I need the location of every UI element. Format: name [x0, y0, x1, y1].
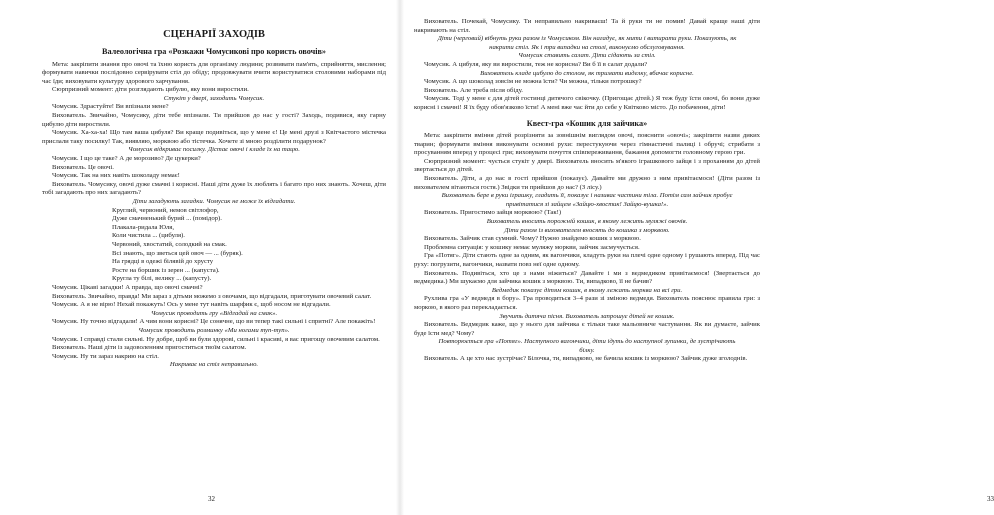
section-title: СЦЕНАРІЇ ЗАХОДІВ: [163, 29, 265, 40]
left-page: [0, 0, 400, 515]
poem-line: Кругла ту білі, велику ... (капусту).: [112, 275, 212, 283]
paragraph: Мета: закріпити вміння дітей розрізняти за зовнішнім виглядом овочі, пояснити «овочі»; закріпити назви диких тварин; формувати вміння виконувати основні рухи: перестукуючи через гімнастичні палиці і обручі; стрибати з просуванням вперед у процесі гри; виховувати почуття співпереживання, бажання допомогти головному герою гри.: [414, 132, 760, 157]
stage-direction: Ведмедик показує дітям кошик, в якому лежать морква на всі гри.: [491, 286, 683, 294]
paragraph: Чомусик. А що шоколад зовсім не можна їсти? Чи можна, тільки потрошку?: [424, 78, 642, 86]
poem-line: Круглий, червоний, немов світлофор,: [112, 206, 219, 214]
paragraph: Вихователь. Звичайно, правда! Ми зараз з дітьми можемо з овочами, що відгадали, приготувати овочевий салат.: [52, 292, 372, 300]
paragraph: Чомусик. А я не вірю! Нехай покажуть! Ось у мене тут навіть шарфик є, щоб носом не відгадали.: [52, 301, 331, 309]
stage-direction: Звучить дитяча пісня. Вихователь запрошує дітей не кошик.: [499, 312, 675, 320]
paragraph: Сюрпризний момент: діти розглядають цибулю, яку вони виростили.: [52, 86, 249, 94]
poem-line: Коли чистила ... (цибуля).: [112, 232, 185, 240]
paragraph: Мета: закріпити знання про овочі та їхню користь для організму людини; розвивати пам'ять, сприйняття, мислення; формувати навички послідовно сервірувати стіл до обіду; продовжувати вчити користуватися столовими наборами під час їди; виховувати культуру здорового харчування.: [42, 60, 386, 85]
stage-direction: Вихователь вносить порожній кошик, в якому лежить муляжі овочів.: [486, 217, 688, 225]
paragraph: Чомусик. Цікаві загадки! А правда, що овочі смачні?: [52, 283, 203, 291]
paragraph: Вихователь. Це овочі.: [52, 163, 114, 171]
stage-direction: Чомусик ставить салат. Діти сідають за стіл.: [518, 52, 656, 60]
poem-line: Плакала-ридала Юля,: [112, 223, 175, 231]
paragraph: Вихователь. А це хто нас зустрічає? Білочка, ти, випадково, не бачила кошик із морквою? Зайчик дуже зголоднів.: [424, 355, 748, 363]
right-page: [400, 0, 994, 515]
paragraph: Чомусик. І що це таке? А де морозиво? Де цукерки?: [52, 155, 201, 163]
stage-direction: Накриває на стіл неправильно.: [169, 361, 259, 369]
paragraph: Сюрпризний момент: чується стукіт у двері. Вихователь вносить м'якого іграшкового зайця і з проханням до дітей звертається до дітей.: [414, 157, 760, 174]
paragraph: Чомусик. Здрастуйте! Ви впізнали мене?: [52, 103, 169, 111]
poem-line: Росте на боршик із зерен ... (капуста).: [112, 266, 220, 274]
paragraph: Чомусик. І справді стали сильні. Ну добре, щоб ви були здорові, сильні і красиві, я вас пригощу овочевим салатом.: [52, 335, 380, 343]
right-text-b: [414, 132, 760, 364]
paragraph: Вихователь. Зайчик став сумний. Чому? Нужно знайдемо кошик з морквою.: [424, 235, 641, 243]
paragraph: Чомусик. А цибуля, яку ви виростили, теж не корисна? Ви б її в салат додали?: [424, 60, 648, 68]
right-text-a: [414, 18, 760, 113]
stage-direction: Чомусик проводить гру «Відгадай на смак».: [150, 309, 278, 317]
left-text: [42, 61, 386, 370]
poem-line: На грядці в одежі білявій до хрусту: [112, 258, 214, 266]
paragraph: Вихователь. Ведмедик каже, що у нього для зайчика є тільки таке мальовниче частування. Як ви думаєте, зайчик буде їсти мед? Чому?: [414, 321, 760, 337]
stage-direction: Повторюється гра «Потяг». Наступного вагончики, діти ідуть до наступної зупинки, де зустрічають білку.: [438, 338, 736, 354]
poem-line: Червоний, хвостатий, солодкий на смак.: [112, 240, 227, 248]
page-number-right: 33: [987, 495, 994, 503]
stage-direction: Вихователь кладе цибулю до столом, як тримати виделку, вбачає корисне.: [480, 69, 694, 77]
stage-direction: Чомусик проводить розминку «Ми ногами туп-туп».: [138, 326, 290, 334]
page-number-left: 32: [208, 495, 215, 503]
paragraph: Вихователь. Але треба після обіду.: [424, 86, 523, 94]
paragraph: Вихователь. Наші діти із задоволенням пригоститься твоїм салатом.: [52, 344, 247, 352]
stage-direction: Діти разом із вихователем вносять до кошика з морквою.: [504, 226, 670, 234]
paragraph: Чомусик. Ха-ха-ха! Що там ваша цибуля? Ви краще подивіться, що у мене є! Це мені друзі з Квітчастого містечка прислали таку посилку! Так, виявляю, морквою або тістечка. Хочете зі мною розділити подарунок?: [42, 129, 386, 145]
poem-line: Всі знають, що зветься цей овоч — ... (буряк).: [112, 249, 243, 257]
stage-direction: Стукіт у двері, заходить Чомусик.: [163, 94, 265, 102]
paragraph: Чомусик. Так на них навіть шоколаду немає!: [52, 172, 180, 180]
paragraph: Вихователь. Діти, а до нас в гості прийшов (показує). Давайте ми дружно з ним привітаємося! (Діти разом із вихователем вітаються гостя.) Звідки ти прийшов до нас? (З лісу.): [414, 175, 760, 191]
paragraph: Чомусик. Ну ти зараз накрию на стіл.: [52, 352, 159, 360]
game-title: Валеологічна гра «Розкажи Чомусикові про користь овочів»: [102, 47, 326, 56]
paragraph: Гра «Потяг». Діти стають одне за одним, як вагончики, кладуть руки на плечі одне одному і рушають вперед. Під час руху: погрузити, вагончики, назвати повз неї одне одному.: [414, 252, 760, 268]
paragraph: Чомусик. Ну точно відгадали! А чим вони корисні? Це сонячне, що ви тепер такі сильні і спритні? Але покажіть!: [52, 318, 376, 326]
paragraph: Вихователь. Подивіться, хто це з нами ніжиться? Давайте і ми з ведмедиком привітаємося! (Звертається до ведмедика.) Ми шукаємо для зайчика кошик з морквою. Ти, випадково, її не бачив?: [414, 269, 760, 286]
paragraph: Проблемна ситуація: у кошику немає муляжу моркви, зайчик засмучується.: [424, 243, 640, 251]
stage-direction: Діти (черговий) вібнуть руки разом із Чомусиком. Він нагадує, як мити і витирати руки. Показують, як накрити стіл. Як і три випадки на столі, виконуємо обслуговування.: [437, 35, 737, 51]
quest-title: Квест-гра «Кошик для зайчика»: [526, 118, 648, 128]
paragraph: Вихователь. Пригостимо зайця морквою? (Так!): [424, 209, 562, 217]
paragraph: Вихователь. Чомусику, овочі дуже смачні і корисні. Наші діти дуже їх люблять і багато про них знають. Хочеш, діти тобі загадають про них загадають?: [42, 180, 386, 197]
paragraph: Рухлива гра «У ведмедя в бору». Гра проводиться 3–4 рази зі зміною ведмедя. Вихователь пояснює правила гри: з моркою, в якого раз перекладається.: [414, 295, 760, 311]
poem-line: Дуже смачненький бурий ... (помідор).: [112, 215, 222, 223]
stage-direction: Вихователь бере в руки іграшку, гладить її, показує і називає частини тіла. Потім сам зайчик пробує привітатися зі зайцем «Зайцю-хвостик! Зайцю-вушка!».: [441, 192, 733, 208]
paragraph: Вихователь. Почекай, Чомусику. Ти неправильно накриваєш! Та й руки ти не помив! Давай краще наші діти накривають на стіл.: [414, 18, 760, 34]
paragraph: Вихователь. Звичайно, Чомусику, діти тебе впізнали. Ти прийшов до нас у гості? Заходь, подивися, яку гарну цибулю діти виростили.: [42, 112, 386, 128]
stage-direction: Діти загадують загадки. Чомусик не може їх відгадати.: [132, 198, 296, 205]
paragraph: Чомусик. Тоді у мене є для дітей гостинці дитячого свікочку. (Пригощає дітей.) Я теж буду їсти овочі, бо вони дуже корисні і смачні! Я їх буду обов'язково їсти! А мені вже час йти до себе у Квітково місто. До побачення, діти!: [414, 95, 760, 111]
stage-direction: Чомусик відкриває посилку. Дістає овочі і кладе їх на тацю.: [128, 146, 300, 154]
